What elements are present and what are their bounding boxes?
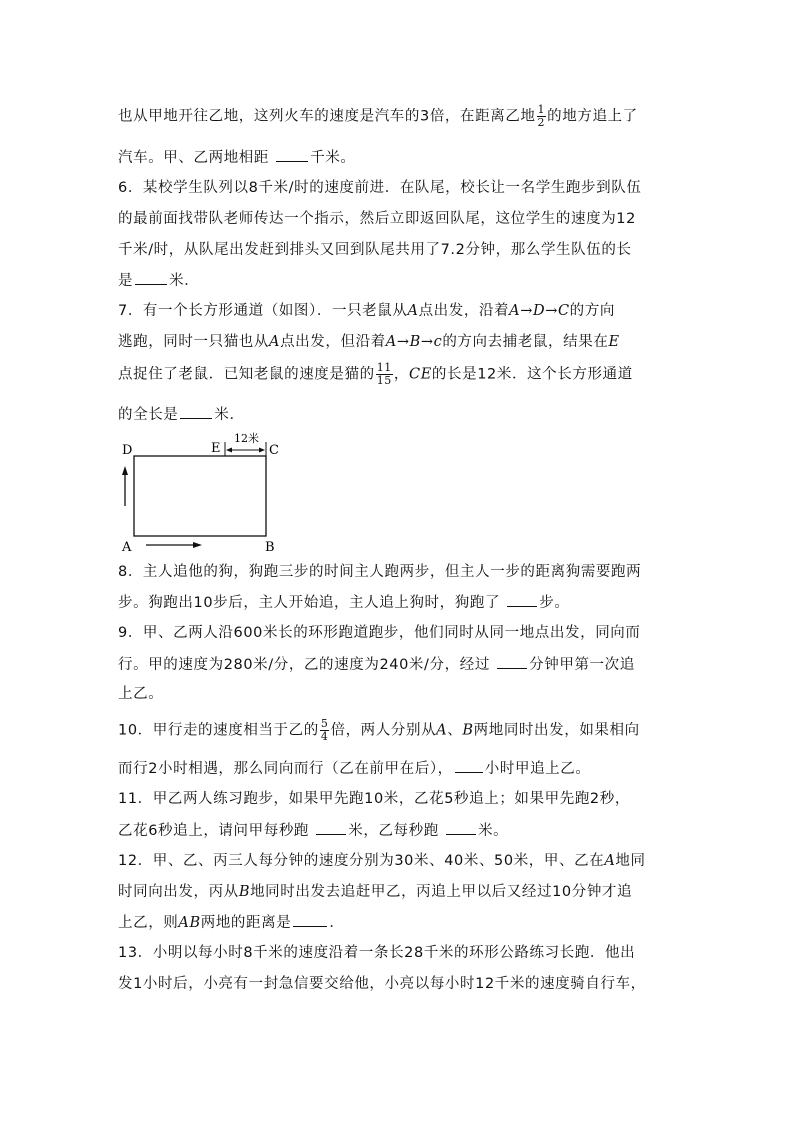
text: ． (329, 915, 345, 931)
text: 的方向 (569, 303, 615, 319)
answer-blank[interactable] (497, 654, 527, 669)
text: 倍，两人分别从 (330, 722, 437, 739)
point-label: A (604, 853, 616, 869)
fraction-denominator: 4 (320, 730, 329, 743)
text: 而行2小时相遇，那么同向而行（乙在前甲在后）， (118, 761, 453, 777)
p9-line-3: 上乙。 (118, 686, 164, 702)
p7-line-1 (118, 301, 615, 321)
p6-line-2: 的最前面找带队老师传达一个指示，然后立即返回队尾，这位学生的速度为12 (118, 211, 636, 227)
answer-blank[interactable] (180, 404, 212, 419)
p10-line-2 (118, 758, 590, 779)
text: 汽车。甲、乙两地相距 (118, 150, 269, 166)
answer-blank[interactable] (293, 912, 327, 927)
text: 乙花6秒追上，请问甲每秒跑 (118, 823, 310, 839)
text: 两地的距离是 (200, 915, 292, 931)
p12-line-2 (118, 882, 632, 902)
text: 地同 (615, 853, 646, 869)
text: 点出发，沿着 (418, 303, 510, 319)
text: 的全长是 (118, 407, 179, 423)
fraction-one-half (537, 104, 547, 129)
text: 12．甲、乙、丙三人每分钟的速度分别为30米、40米、50米，甲、乙在 (118, 853, 605, 869)
text: 两地同时出发，如果相向 (473, 722, 640, 739)
answer-blank[interactable] (276, 147, 308, 162)
p11-line-1: 11．甲乙两人练习跑步，如果甲先跑10米，乙花5秒追上；如果甲先跑2秒， (118, 791, 630, 807)
fraction-numerator: 1 (537, 103, 546, 116)
p13-line-1: 13．小明以每小时8千米的速度沿着一条长28千米的环形公路练习长跑．他出 (118, 945, 636, 961)
text: 行。甲的速度为280米/分，乙的速度为240米/分，经过 (118, 657, 490, 673)
text: 分钟甲第一次追 (529, 657, 635, 673)
text: 点出发，但沿着 (280, 334, 386, 350)
p9-line-1: 9．甲、乙两人沿600米长的环形跑道跑步，他们同时从同一地点出发，同向而 (118, 625, 641, 641)
text: 上乙，则 (118, 915, 179, 931)
text: 是 (118, 273, 134, 289)
point-label: B (462, 722, 474, 739)
vertex-a: A (122, 540, 132, 555)
fraction-five-quarters (320, 718, 330, 743)
dimension-arrow-left (226, 448, 232, 453)
text: 步。狗跑出10步后，主人开始追，主人追上狗时，狗跑了 (118, 595, 501, 611)
text: 的地方追上了 (547, 108, 638, 125)
text: 米． (214, 407, 245, 423)
text: ， (393, 366, 410, 383)
segment-label: CE (409, 366, 432, 383)
text: 米，乙每秒跑 (348, 823, 439, 839)
answer-blank[interactable] (455, 758, 483, 773)
point-label: B (238, 884, 251, 900)
point-label: A (436, 722, 448, 739)
text: 千米。 (310, 150, 356, 166)
answer-blank[interactable] (316, 820, 346, 835)
p6-line-3: 千米/时，从队尾出发赶到排头又回到队尾共用了7.2分钟，那么学生队伍的长 (118, 242, 632, 258)
text: 时同向出发，丙从 (118, 884, 239, 900)
p8-line-1: 8．主人追他的狗，狗跑三步的时间主人跑两步，但主人一步的距离狗需要跑两 (118, 564, 642, 580)
text: 7．有一个长方形通道（如图）．一只老鼠从 (118, 303, 408, 319)
text: 米。 (478, 823, 509, 839)
fraction-numerator: 11 (376, 361, 392, 374)
text: 步。 (539, 595, 570, 611)
path-expression: A→D→C (509, 303, 570, 319)
p5-line-1 (118, 104, 638, 129)
p12-line-3 (118, 912, 344, 933)
fraction-eleven-fifteenths (376, 362, 393, 387)
answer-blank[interactable] (135, 270, 167, 285)
vertex-d: D (122, 443, 133, 458)
p6-line-4 (118, 270, 199, 291)
vertex-b: B (265, 540, 275, 555)
text: 小时甲追上乙。 (484, 761, 591, 777)
corridor-rectangle (134, 456, 266, 536)
fraction-numerator: 5 (320, 717, 329, 730)
rectangle-corridor-figure (112, 426, 292, 558)
path-expression: A→B→c (385, 334, 443, 350)
p6-line-1: 6．某校学生队列以8千米/时的速度前进．在队尾，校长让一名学生跑步到队伍 (118, 180, 642, 196)
answer-blank[interactable] (446, 820, 476, 835)
p11-line-2 (118, 820, 508, 841)
text: 、 (447, 722, 463, 739)
fraction-denominator: 2 (537, 116, 546, 129)
vertex-c: C (269, 443, 279, 458)
point-label: A (407, 303, 419, 319)
text: 点捉住了老鼠．已知老鼠的速度是猫的 (118, 366, 375, 383)
text: 也从甲地开往乙地，这列火车的速度是汽车的3倍，在距离乙地 (118, 108, 536, 125)
point-label: E (608, 334, 620, 350)
p8-line-2 (118, 592, 569, 613)
p10-line-1 (118, 718, 640, 743)
p13-line-2: 发1小时后，小亮有一封急信要交给他，小亮以每小时12千米的速度骑自行车， (118, 976, 646, 992)
dimension-arrow-right (259, 448, 265, 453)
text: 的长是12米．这个长方形通道 (431, 366, 633, 383)
p12-line-1 (118, 851, 646, 871)
p7-line-2 (118, 332, 620, 352)
text: 10．甲行走的速度相当于乙的 (118, 722, 319, 739)
text: 地同时出发去追赶甲乙，丙追上甲以后又经过10分钟才追 (250, 884, 633, 900)
text: 逃跑，同时一只猫也从 (118, 334, 269, 350)
p7-line-3 (118, 362, 633, 387)
p7-line-4 (118, 404, 245, 425)
p5-line-2 (118, 147, 356, 168)
up-arrow-head (122, 466, 128, 475)
dimension-label: 12米 (234, 432, 259, 445)
point-label: A (269, 334, 281, 350)
fraction-denominator: 15 (376, 374, 392, 387)
text: 米． (169, 273, 200, 289)
vertex-e: E (211, 441, 221, 456)
answer-blank[interactable] (507, 592, 537, 607)
right-arrow-head (193, 542, 202, 548)
segment-label: AB (178, 915, 201, 931)
p9-line-2 (118, 654, 635, 675)
text: 的方向去捕老鼠，结果在 (442, 334, 609, 350)
